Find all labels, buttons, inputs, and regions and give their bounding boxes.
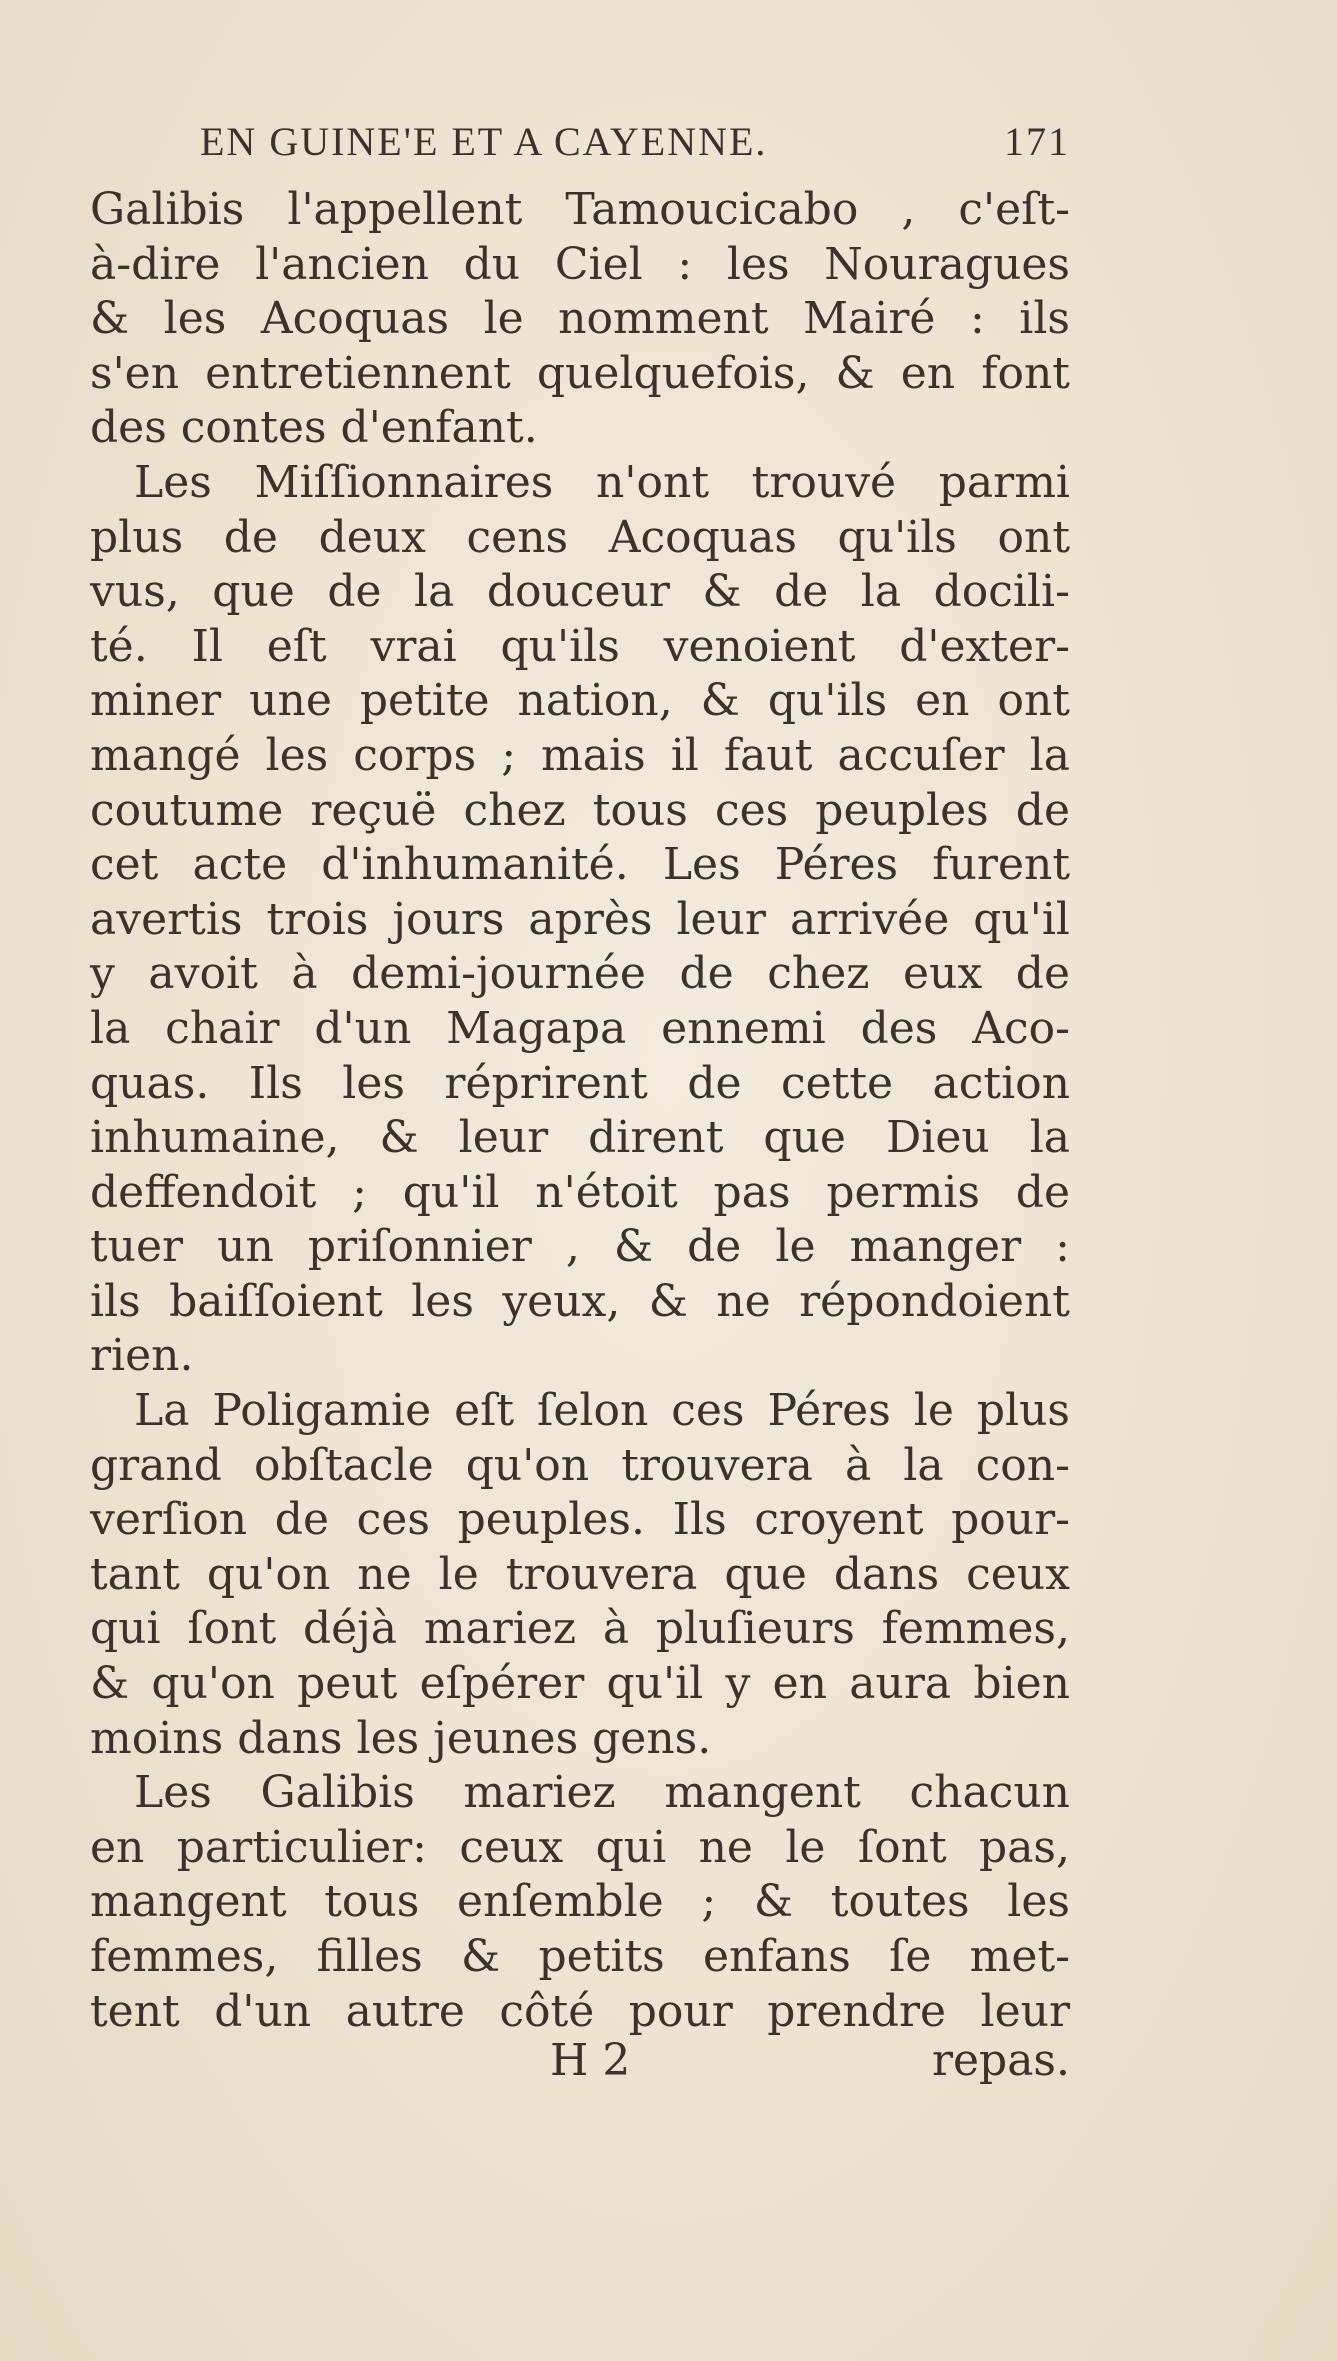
signature-mark: H 2	[550, 2035, 631, 2087]
text-line: rien.	[90, 1330, 194, 1382]
text-line: verſion de ces peuples. Ils croyent pour-	[90, 1494, 1070, 1546]
text-line: mangent tous enſemble ; & toutes les	[90, 1876, 1070, 1928]
catchword: repas.	[931, 2035, 1070, 2087]
text-line: Galibis l'appellent Tamoucicabo , c'eſt-	[90, 184, 1070, 235]
text-line: coutume reçuë chez tous ces peuples de	[90, 784, 1070, 836]
paragraph-start-line: Les Miſſionnaires n'ont trouvé parmi	[134, 456, 1070, 508]
text-line: à-dire l'ancien du Ciel : les Nouragues	[90, 238, 1070, 290]
text-line: en particulier: ceux qui ne le ſont pas,	[90, 1821, 1070, 1873]
text-line: moins dans les jeunes gens.	[90, 1712, 712, 1764]
running-head: EN GUINE'E ET A CAYENNE.	[200, 119, 768, 164]
text-line: té. Il eſt vrai qu'ils venoient d'exter-	[90, 620, 1070, 672]
text-line: y avoit à demi-journée de chez eux de	[90, 948, 1070, 1000]
paragraph-start-line: Les Galibis mariez mangent chacun	[134, 1767, 1070, 1819]
text-line: quas. Ils les réprirent de cette action	[90, 1057, 1070, 1109]
text-line: deffendoit ; qu'il n'étoit pas permis de	[90, 1166, 1070, 1218]
page-header	[90, 118, 1070, 178]
text-line: ils baiſſoient les yeux, & ne répondoient	[90, 1275, 1070, 1327]
text-line: tant qu'on ne le trouvera que dans ceux	[90, 1548, 1070, 1600]
text-line: grand obſtacle qu'on trouvera à la con-	[90, 1439, 1070, 1491]
page-body	[90, 183, 1070, 2039]
book-page	[90, 118, 1070, 2099]
page-footer	[90, 2035, 1070, 2099]
text-line: & qu'on peut eſpérer qu'il y en aura bien	[90, 1658, 1070, 1710]
text-line: tent d'un autre côté pour prendre leur	[90, 1985, 1070, 2037]
text-line: cet acte d'inhumanité. Les Péres furent	[90, 839, 1070, 891]
text-line: vus, que de la douceur & de la docili-	[90, 566, 1070, 618]
text-line: inhumaine, & leur dirent que Dieu la	[90, 1112, 1070, 1164]
text-line: mangé les corps ; mais il faut accuſer la	[90, 729, 1070, 781]
text-line: tuer un priſonnier , & de le manger :	[90, 1221, 1070, 1273]
text-line: s'en entretiennent quelquefois, & en font	[90, 347, 1070, 399]
text-line: & les Acoquas le nomment Mairé : ils	[90, 293, 1070, 345]
text-line: miner une petite nation, & qu'ils en ont	[90, 675, 1070, 727]
page-number: 171	[1004, 119, 1070, 164]
text-line: qui ſont déjà mariez à pluſieurs femmes,	[90, 1603, 1070, 1655]
text-line: femmes, filles & petits enfans ſe met-	[90, 1931, 1070, 1982]
text-line: la chair d'un Magapa ennemi des Aco-	[90, 1002, 1070, 1054]
text-line: des contes d'enfant.	[90, 402, 538, 454]
text-line: avertis trois jours après leur arrivée qu'il	[90, 893, 1070, 945]
paragraph-start-line: La Poligamie eſt ſelon ces Péres le plus	[134, 1385, 1070, 1437]
text-line: plus de deux cens Acoquas qu'ils ont	[90, 511, 1070, 563]
